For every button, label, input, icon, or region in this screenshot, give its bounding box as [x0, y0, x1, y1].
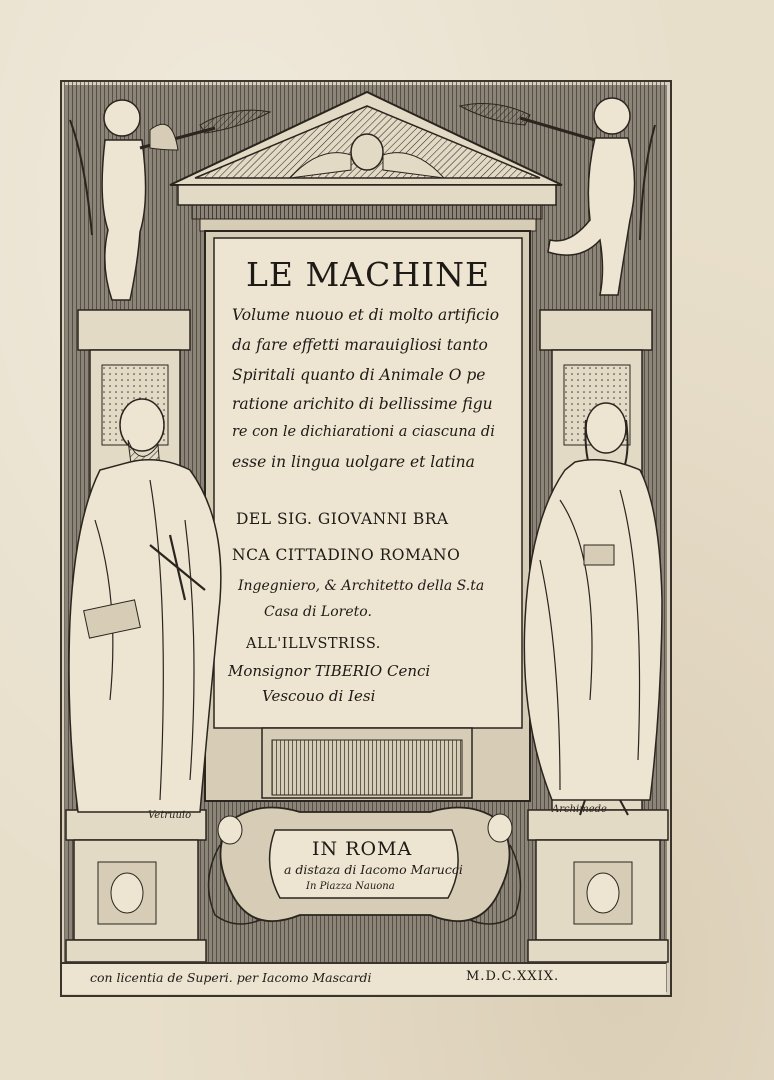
subtitle-line-4: ratione arichito di bellissime figu	[232, 395, 493, 413]
imprint-place: In Piazza Nauona	[306, 881, 395, 892]
subtitle-line-2: da fare effetti marauigliosi tanto	[232, 336, 488, 354]
book-title: LE MACHINE	[246, 255, 491, 294]
archimedes-label: Archimede	[552, 804, 607, 815]
author-line-2: NCA CITTADINO ROMANO	[232, 546, 461, 564]
imprint-printer: a distaza di Iacomo Marucci	[284, 862, 463, 877]
license-text: con licentia de Superi. per Iacomo Mascardi	[90, 970, 372, 985]
imprint-city: IN ROMA	[312, 838, 413, 860]
subtitle-line-5: re con le dichiarationi a ciascuna di	[232, 424, 495, 440]
office-line-1: Ingegniero, & Architetto della S.ta	[238, 578, 485, 594]
office-line-2: Casa di Loreto.	[264, 604, 372, 620]
dedication-line-1: ALL'ILLVSTRISS.	[246, 636, 381, 652]
subtitle-line-1: Volume nuouo et di molto artificio	[232, 306, 500, 324]
dedication-line-2: Monsignor TIBERIO Cenci	[228, 662, 431, 680]
subtitle-line-3: Spiritali quanto di Animale O pe	[232, 366, 486, 384]
dedication-line-3: Vescouo di Iesi	[262, 687, 376, 705]
vitruvius-label: Vetruuio	[148, 810, 192, 821]
author-line-1: DEL SIG. GIOVANNI BRA	[236, 510, 449, 528]
publication-year: M.D.C.XXIX.	[466, 969, 560, 984]
subtitle-line-6: esse in lingua uolgare et latina	[232, 453, 475, 471]
